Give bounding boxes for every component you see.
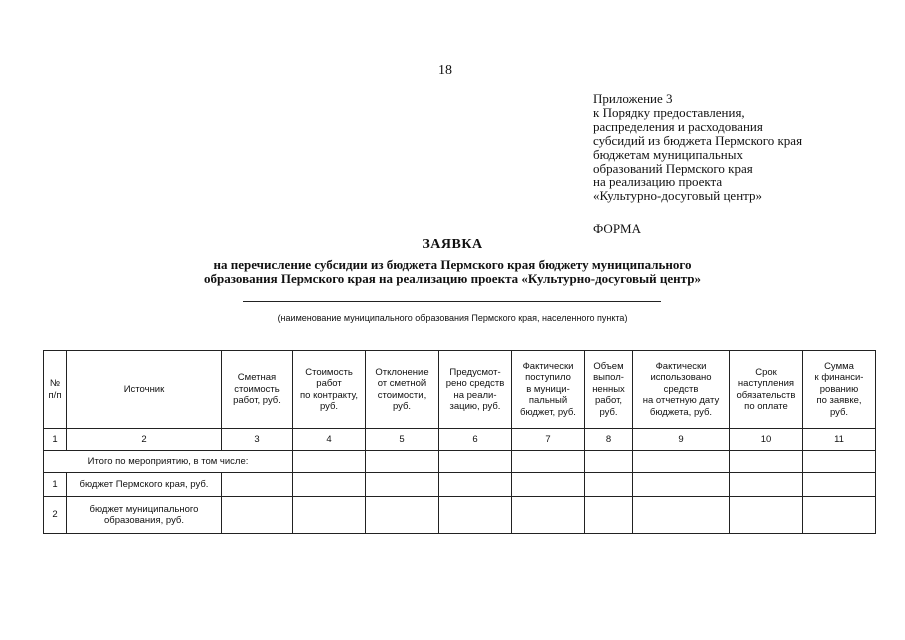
column-number: 8 — [585, 429, 633, 451]
page-number: 18 — [438, 63, 452, 78]
total-row-label: Итого по мероприятию, в том числе: — [44, 451, 293, 473]
table-cell — [222, 497, 293, 534]
table-cell — [366, 497, 439, 534]
request-table — [43, 350, 876, 534]
table-cell — [293, 473, 366, 497]
appendix-line: распределения и расходования — [593, 118, 763, 134]
appendix-line: образований Пермского края — [593, 160, 753, 176]
total-row — [44, 451, 876, 473]
table-row — [44, 497, 876, 534]
table-cell — [366, 473, 439, 497]
column-number: 4 — [293, 429, 366, 451]
row-source: бюджет Пермского края, руб. — [67, 473, 222, 497]
table-cell — [585, 497, 633, 534]
header-estimated-cost: Сметная стоимость работ, руб. — [222, 351, 293, 429]
form-label: ФОРМА — [593, 221, 641, 236]
appendix-block — [593, 92, 802, 203]
municipality-name-caption: (наименование муниципального образования Пермского края, населенного пункта) — [277, 313, 628, 323]
column-number: 5 — [366, 429, 439, 451]
table-cell — [439, 451, 512, 473]
appendix-line: субсидий из бюджета Пермского края — [593, 132, 803, 148]
header-source: Источник — [67, 351, 222, 429]
column-number: 2 — [67, 429, 222, 451]
header-contract-cost: Стоимость работ по контракту, руб. — [293, 351, 366, 429]
header-received-funds: Фактически поступило в муници- пальный бюджет, руб. — [512, 351, 585, 429]
table-cell — [366, 451, 439, 473]
table-cell — [222, 473, 293, 497]
column-number: 6 — [439, 429, 512, 451]
row-source: бюджет муниципального образования, руб. — [67, 497, 222, 534]
table-cell — [439, 497, 512, 534]
table-cell — [633, 451, 730, 473]
table-cell — [585, 473, 633, 497]
header-number: № п/п — [44, 351, 67, 429]
table-cell — [803, 451, 876, 473]
table-cell — [730, 497, 803, 534]
column-number: 3 — [222, 429, 293, 451]
header-planned-funds: Предусмот- рено средств на реали- зацию, руб. — [439, 351, 512, 429]
table-cell — [512, 473, 585, 497]
appendix-line: «Культурно-досуговый центр» — [593, 188, 762, 204]
header-payment-due: Срок наступления обязательств по оплате — [730, 351, 803, 429]
table-cell — [633, 473, 730, 497]
column-number: 7 — [512, 429, 585, 451]
table-cell — [293, 451, 366, 473]
column-number: 11 — [803, 429, 876, 451]
column-number-row — [44, 429, 876, 451]
document-subtitle — [0, 258, 905, 286]
row-number: 2 — [44, 497, 67, 534]
header-deviation: Отклонение от сметной стоимости, руб. — [366, 351, 439, 429]
table-cell — [512, 451, 585, 473]
table-cell — [439, 473, 512, 497]
column-number: 1 — [44, 429, 67, 451]
column-number: 10 — [730, 429, 803, 451]
column-number: 9 — [633, 429, 730, 451]
subtitle-line: образования Пермского края на реализацию проекта «Культурно-досуговый центр» — [204, 271, 701, 286]
appendix-line: к Порядку предоставления, — [593, 104, 745, 120]
table-cell — [512, 497, 585, 534]
appendix-line: Приложение 3 — [593, 91, 673, 106]
table-cell — [585, 451, 633, 473]
municipality-name-line — [243, 301, 661, 302]
subtitle-line: на перечисление субсидии из бюджета Пермского края бюджету муниципального — [213, 257, 692, 272]
table-cell — [293, 497, 366, 534]
table-row — [44, 473, 876, 497]
table-cell — [633, 497, 730, 534]
header-requested-amount: Сумма к финанси- рованию по заявке, руб. — [803, 351, 876, 429]
header-work-volume: Объем выпол- ненных работ, руб. — [585, 351, 633, 429]
table-header-row — [44, 351, 876, 429]
appendix-line: на реализацию проекта — [593, 174, 723, 190]
table-cell — [730, 451, 803, 473]
table-cell — [803, 497, 876, 534]
table-cell — [730, 473, 803, 497]
document-title: ЗАЯВКА — [422, 237, 483, 252]
table-cell — [803, 473, 876, 497]
row-number: 1 — [44, 473, 67, 497]
appendix-line: бюджетам муниципальных — [593, 146, 743, 162]
header-used-funds: Фактически использовано средств на отчетную дату бюджета, руб. — [633, 351, 730, 429]
